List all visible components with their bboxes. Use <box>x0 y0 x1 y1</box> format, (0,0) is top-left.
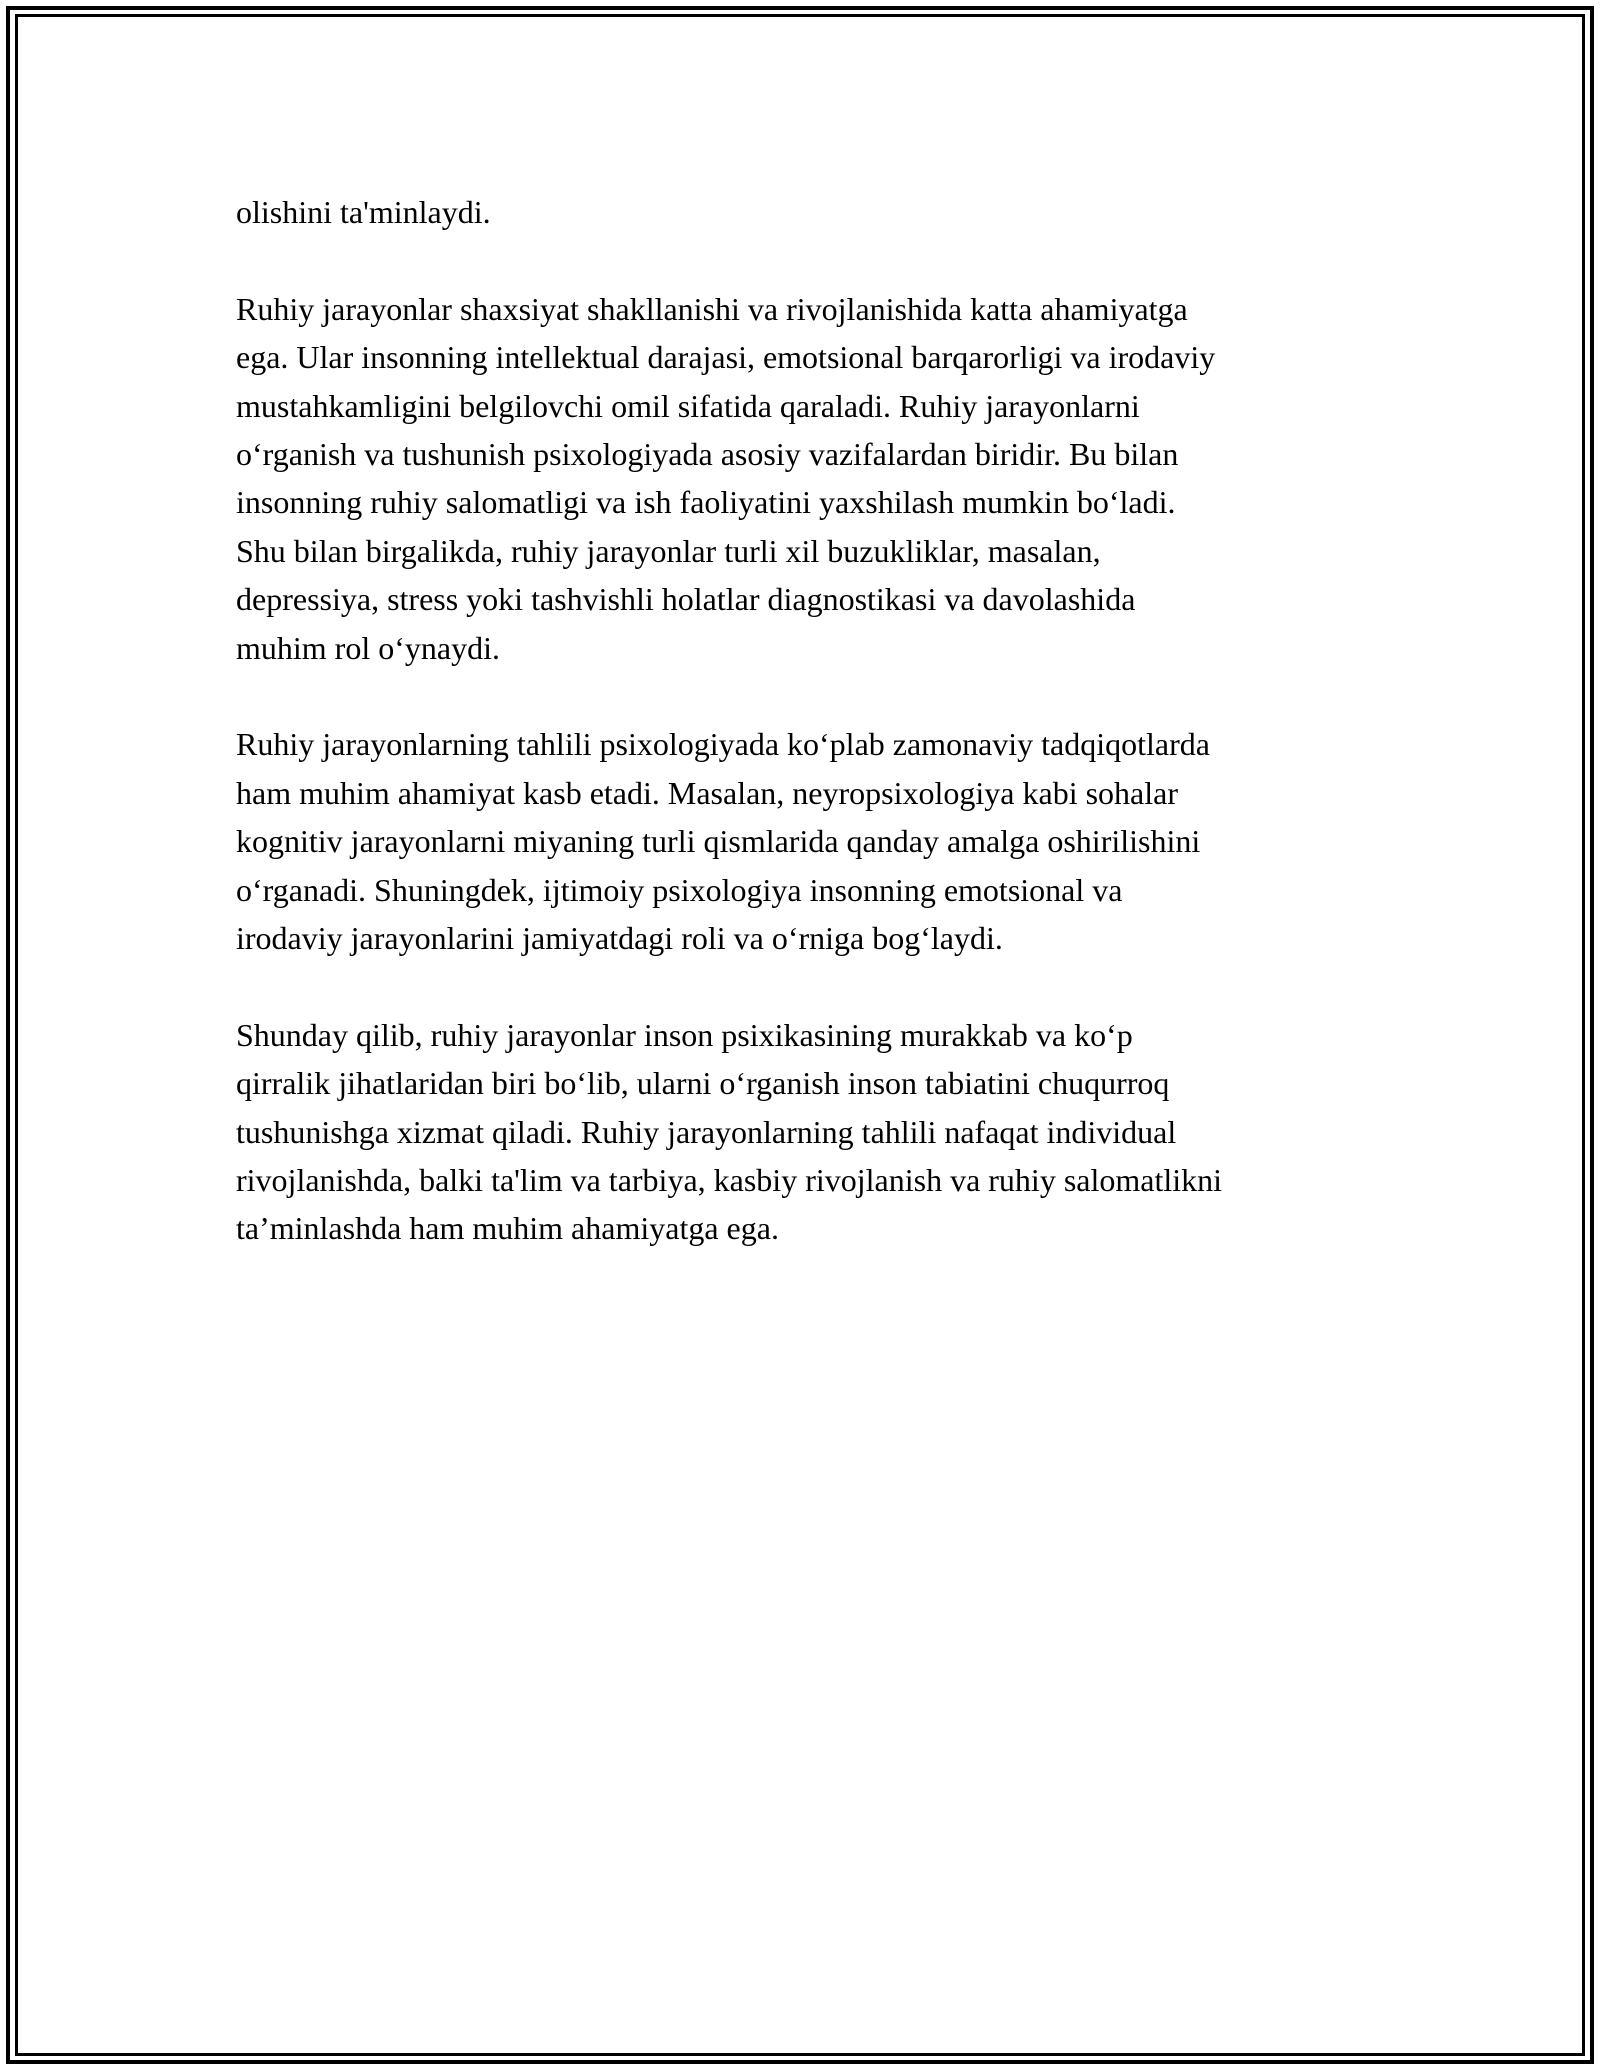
paragraph: Ruhiy jarayonlar shaxsiyat shakllanishi va rivojlanishida katta ahamiyatga ega. Ular insonning intellektual darajasi, emotsional barqarorligi va irodaviy mustahkamligini belgilovchi omil sifatida qaraladi. Ruhiy jarayonlarni o‘rganish va tushunish psixologiyada asosiy vazifalardan biridir. Bu bilan insonning ruhiy salomatligi va ish faoliyatini yaxshilash mumkin bo‘ladi. Shu bilan birgalikda, ruhiy jarayonlar turli xil buzukliklar, masalan, depressiya, stress yoki tashvishli holatlar diagnostikasi va davolashida muhim rol o‘ynaydi. <box>236 290 1216 666</box>
paragraph: olishini ta'minlaydi. <box>236 194 491 230</box>
document-body <box>236 188 1376 1301</box>
paragraph: Ruhiy jarayonlarning tahlili psixologiyada ko‘plab zamonaviy tadqiqotlarda ham muhim ahamiyat kasb etadi. Masalan, neyropsixologiya kabi sohalar kognitiv jarayonlarni miyaning turli qismlarida qanday amalga oshirilishini o‘rganadi. Shuningdek, ijtimoiy psixologiya insonning emotsional va irodaviy jarayonlarini jamiyatdagi roli va o‘rniga bog‘laydi. <box>236 726 1210 957</box>
paragraph: Shunday qilib, ruhiy jarayonlar inson psixikasining murakkab va ko‘p qirralik jihatlaridan biri bo‘lib, ularni o‘rganish inson tabiatini chuqurroq tushunishga xizmat qiladi. Ruhiy jarayonlarning tahlili nafaqat individual rivojlanishda, balki ta'lim va tarbiya, kasbiy rivojlanish va ruhiy salomatlikni ta’minlashda ham muhim ahamiyatga ega. <box>236 1016 1223 1247</box>
